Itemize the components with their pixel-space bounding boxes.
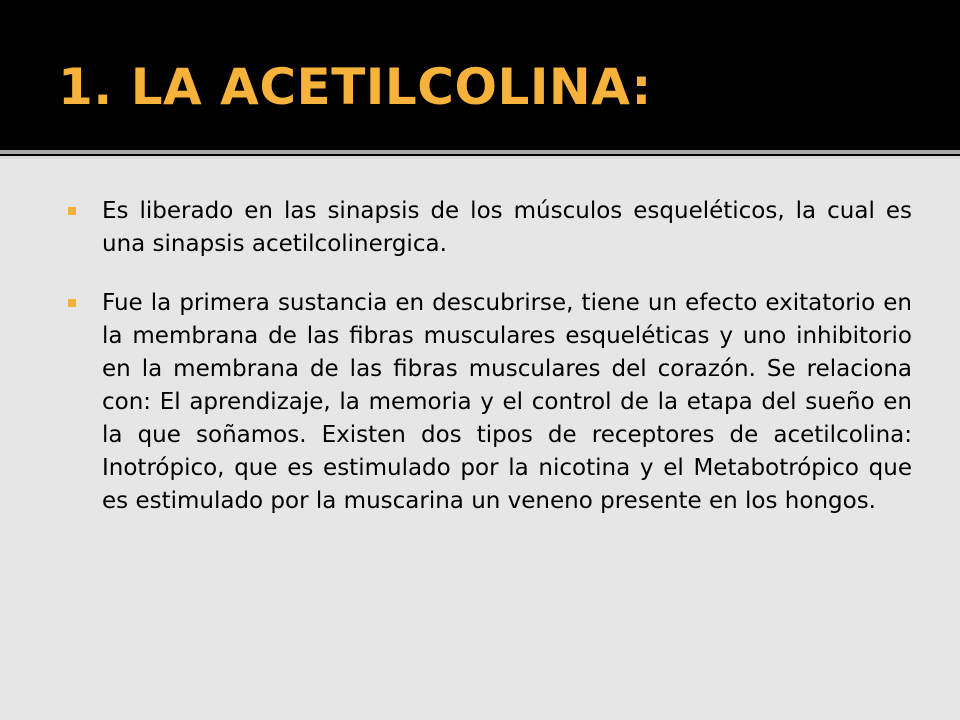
title-band — [0, 0, 960, 150]
bullet-text: Es liberado en las sinapsis de los músculos esqueléticos, la cual es una sinapsis acetilcolinergica. — [102, 198, 912, 257]
square-bullet-icon — [68, 299, 76, 307]
square-bullet-icon — [68, 207, 76, 215]
bullet-item — [66, 195, 912, 261]
slide-title: 1. LA ACETILCOLINA: — [58, 58, 652, 116]
bullet-item — [66, 287, 912, 518]
bullet-list — [66, 195, 912, 544]
slide-content — [0, 159, 960, 720]
bullet-text: Fue la primera sustancia en descubrirse, tiene un efecto exitatorio en la membrana de las fibras musculares esqueléticas y uno inhibitorio en la membrana de las fibras musculares del corazón. Se relaciona con: El aprendizaje, la memoria y el control de la etapa del sueño en la que soñamos. Existen dos tipos de receptores de acetilcolina: Inotrópico, que es estimulado por la nicotina y el Metabotrópico que es estimulado por la muscarina un veneno presente en los hongos. — [102, 290, 912, 514]
